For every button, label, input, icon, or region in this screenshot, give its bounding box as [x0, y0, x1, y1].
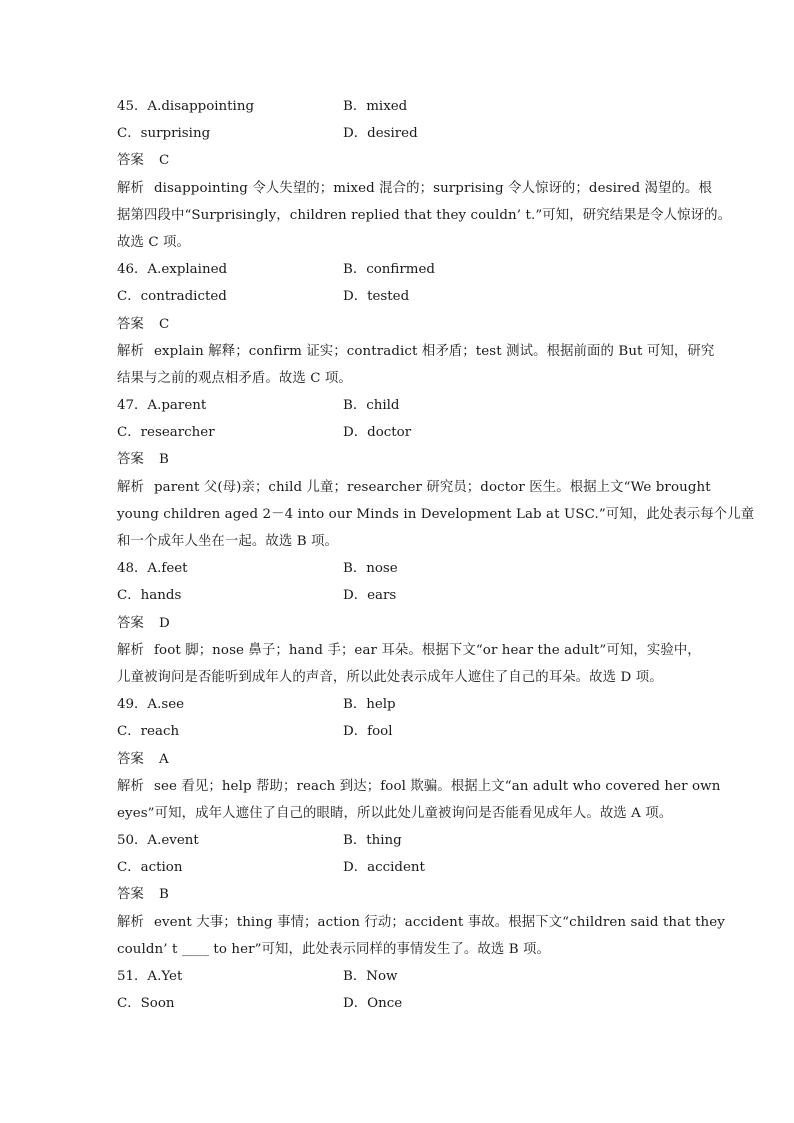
explanation-line: [117, 664, 679, 691]
options-row-ab: [117, 555, 679, 582]
explanation-line: [117, 474, 711, 501]
explanation-line: [117, 501, 755, 528]
options-row-cd: [117, 718, 679, 745]
options-row-ab: [117, 256, 679, 283]
answer-value: A: [159, 751, 169, 767]
question-block: [117, 392, 755, 555]
question-list: [117, 93, 755, 1017]
explanation-text: parent 父(母)亲；child 儿童；researcher 研究员；doctor 医生。根据上文“We brought: [153, 479, 711, 495]
options-row-cd: [117, 582, 679, 609]
explanation-line: [117, 936, 679, 963]
answer-row: [117, 746, 679, 773]
explanation-line: [117, 800, 679, 827]
explanation-label: 解析: [117, 642, 144, 658]
explanation-line: [117, 773, 721, 800]
explanation-line: [117, 528, 679, 555]
options-row-cd: [117, 854, 679, 881]
option-right: D．desired: [343, 126, 418, 142]
explanation-line: [117, 202, 732, 229]
option-left: 50．A.event: [117, 833, 199, 849]
answer-value: B: [159, 452, 169, 468]
explanation: [117, 637, 701, 691]
question-block: [117, 827, 725, 963]
explanation-text: young children aged 2－4 into our Minds in Development Lab at USC.”可知，此处表示每个儿童: [117, 506, 755, 522]
option-left: C．Soon: [117, 996, 175, 1012]
explanation-line: [117, 229, 679, 256]
explanation: [117, 338, 715, 392]
options-row-cd: [117, 283, 679, 310]
answer-label: 答案: [117, 316, 144, 332]
answer-value: C: [159, 316, 170, 332]
option-right: B．Now: [343, 969, 398, 984]
options-row-cd: [117, 120, 679, 147]
explanation-label: 解析: [117, 778, 144, 794]
explanation-text: couldn’ t ____ to her”可知，此处表示同样的事情发生了。故选 B 项。: [117, 941, 551, 957]
answer-row: [117, 147, 679, 174]
explanation-text: 故选 C 项。: [117, 234, 191, 250]
option-left: C．hands: [117, 588, 182, 604]
answer-label: 答案: [117, 452, 144, 468]
explanation-text: foot 脚；nose 鼻子；hand 手；ear 耳朵。根据下文“or hear the adult”可知，实验中，: [153, 642, 701, 658]
option-left: C．researcher: [117, 425, 215, 441]
options-row-cd: [117, 419, 679, 446]
option-right: D．tested: [343, 289, 410, 305]
explanation-line: [117, 637, 701, 664]
option-left: C．action: [117, 860, 183, 876]
option-left: 46．A.explained: [117, 262, 228, 278]
explanation-text: 结果与之前的观点相矛盾。故选 C 项。: [117, 370, 352, 386]
option-right: D．accident: [343, 860, 425, 876]
answer-label: 答案: [117, 887, 144, 903]
option-right: B．thing: [343, 833, 402, 849]
explanation-line: [117, 338, 715, 365]
option-left: C．reach: [117, 724, 180, 740]
option-left: C．contradicted: [117, 289, 227, 305]
explanation-line: [117, 365, 679, 392]
option-right: D．fool: [343, 724, 393, 740]
answer-value: C: [159, 153, 170, 169]
options-row-ab: [117, 827, 679, 854]
explanation-text: eyes”可知，成年人遮住了自己的眼睛，所以此处儿童被询问是否能看见成年人。故选 A 项。: [117, 805, 673, 821]
explanation: [117, 773, 721, 827]
question-block: [117, 256, 715, 392]
option-right: D．doctor: [343, 425, 412, 441]
explanation: [117, 175, 732, 257]
explanation-label: 解析: [117, 479, 144, 495]
option-left: 49．A.see: [117, 697, 185, 713]
option-left: 45．A.disappointing: [117, 99, 255, 114]
explanation: [117, 909, 725, 963]
question-block: [117, 691, 721, 827]
explanation-text: explain 解释；confirm 证实；contradict 相矛盾；test 测试。根据前面的 But 可知，研究: [153, 343, 715, 359]
question-block: [117, 93, 732, 256]
explanation-label: 解析: [117, 180, 144, 196]
explanation-line: [117, 175, 712, 202]
option-left: 51．A.Yet: [117, 969, 183, 984]
question-block: [117, 555, 701, 691]
answer-label: 答案: [117, 615, 144, 631]
options-row-ab: [117, 392, 679, 419]
options-row-ab: [117, 963, 679, 990]
explanation-text: 和一个成年人坐在一起。故选 B 项。: [117, 534, 339, 549]
answer-row: [117, 311, 679, 338]
answer-value: B: [159, 887, 169, 903]
explanation-label: 解析: [117, 914, 144, 930]
explanation: [117, 474, 755, 556]
answer-label: 答案: [117, 751, 144, 767]
explanation-text: disappointing 令人失望的；mixed 混合的；surprising 令人惊讶的；desired 渴望的。根: [153, 180, 712, 196]
option-left: C．surprising: [117, 126, 211, 142]
options-row-cd: [117, 990, 679, 1017]
explanation-line: [117, 909, 725, 936]
option-right: D．ears: [343, 588, 397, 604]
explanation-text: 据第四段中“Surprisingly，children replied that they couldn’ t.”可知，研究结果是令人惊讶的。: [117, 207, 732, 223]
options-row-ab: [117, 93, 679, 120]
option-right: B．nose: [343, 561, 398, 577]
explanation-text: 儿童被询问是否能听到成年人的声音，所以此处表示成年人遮住了自己的耳朵。故选 D 项。: [117, 669, 663, 685]
option-right: B．child: [343, 398, 400, 414]
answer-row: [117, 446, 679, 473]
option-right: D．Once: [343, 996, 403, 1012]
option-left: 47．A.parent: [117, 398, 207, 414]
option-right: B．help: [343, 697, 396, 713]
option-right: B．confirmed: [343, 262, 435, 278]
answer-row: [117, 881, 679, 908]
explanation-text: see 看见；help 帮助；reach 到达；fool 欺骗。根据上文“an adult who covered her own: [153, 778, 721, 794]
option-left: 48．A.feet: [117, 561, 188, 577]
answer-row: [117, 610, 679, 637]
options-row-ab: [117, 691, 679, 718]
option-right: B．mixed: [343, 99, 408, 114]
explanation-text: event 大事；thing 事情；action 行动；accident 事故。根据下文“children said that they: [153, 914, 725, 930]
answer-value: D: [159, 615, 170, 631]
answer-label: 答案: [117, 153, 144, 169]
question-block: [117, 963, 679, 1017]
explanation-label: 解析: [117, 343, 144, 359]
